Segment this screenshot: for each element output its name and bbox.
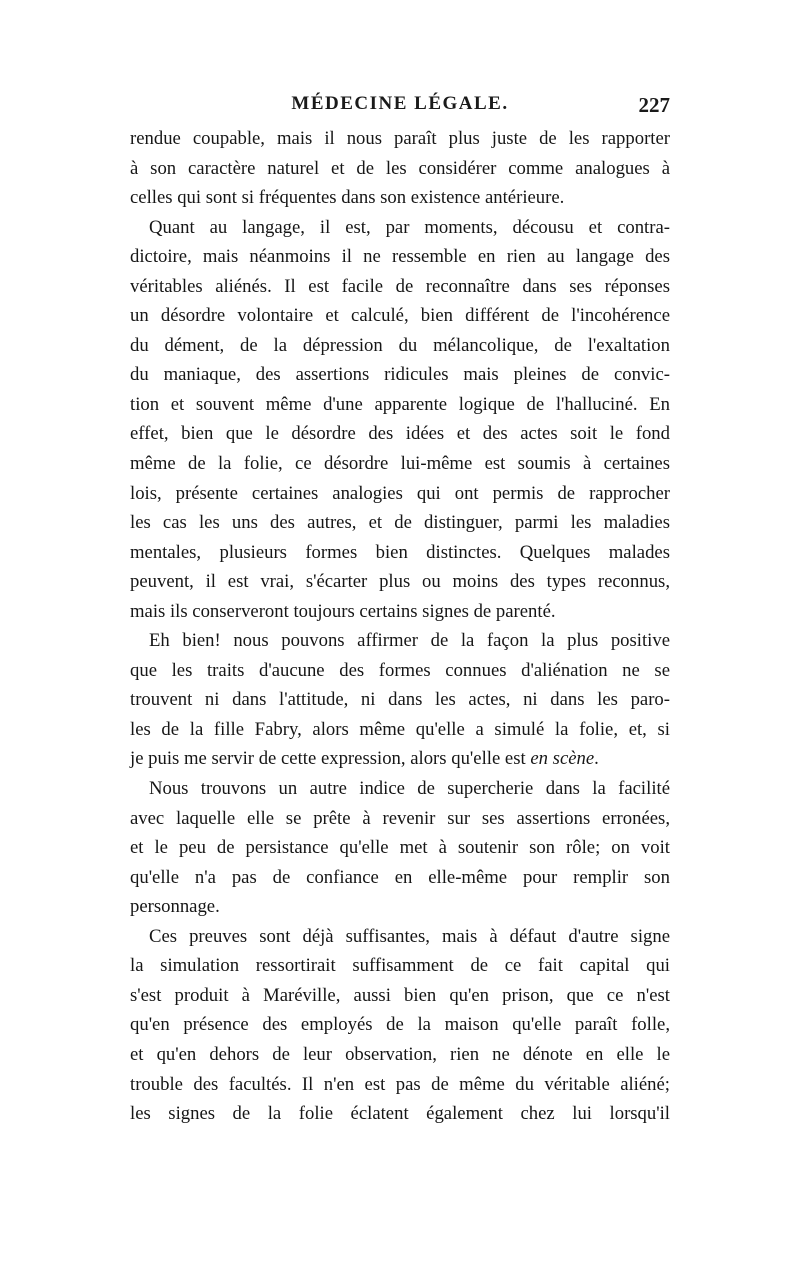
text-line: dictoire, mais néanmoins il ne ressemble en rien au langage des xyxy=(130,246,670,268)
paragraph xyxy=(130,626,670,774)
text-line: mentales, plusieurs formes bien distinctes. Quelques malades xyxy=(130,541,670,563)
text-line: un désordre volontaire et calculé, bien différent de l'incohérence xyxy=(130,305,670,327)
text-line: rendue coupable, mais il nous paraît plus juste de les rapporter xyxy=(130,128,670,149)
paragraph xyxy=(130,774,670,922)
page-number: 227 xyxy=(638,93,670,117)
text-line: la simulation ressortirait suffisamment de ce fait capital qui xyxy=(130,955,670,977)
text-segment: . xyxy=(594,748,599,770)
text-line: du dément, de la dépression du mélancolique, de l'exaltation xyxy=(130,334,670,356)
text-line: Quant au langage, il est, par moments, décousu et contra- xyxy=(149,216,670,238)
paragraph xyxy=(130,124,670,213)
text-line: tion et souvent même d'une apparente logique de l'halluciné. En xyxy=(130,393,670,415)
text-line: trouble des facultés. Il n'en est pas de même du véritable aliéné; xyxy=(130,1073,670,1095)
text-line: Eh bien! nous pouvons affirmer de la façon la plus positive xyxy=(149,630,670,652)
text-line: même de la folie, ce désordre lui-même est soumis à certaines xyxy=(130,453,670,475)
text-line: qu'en présence des employés de la maison qu'elle paraît folle, xyxy=(130,1014,670,1036)
text-line: les de la fille Fabry, alors même qu'elle a simulé la folie, et, si xyxy=(130,718,670,740)
running-head: MÉDECINE LÉGALE. xyxy=(291,93,509,114)
text-line: personnage. xyxy=(130,896,220,918)
text-segment: je puis me servir de cette expression, alors qu'elle est xyxy=(130,748,531,770)
text-line: que les traits d'aucune des formes connues d'aliénation ne se xyxy=(130,659,670,681)
paragraph xyxy=(130,213,670,627)
text-line: qu'elle n'a pas de confiance en elle-même pour remplir son xyxy=(130,866,670,888)
text-line: Ces preuves sont déjà suffisantes, mais à défaut d'autre signe xyxy=(149,925,670,947)
text-line: peuvent, il est vrai, s'écarter plus ou moins des types reconnus, xyxy=(130,571,670,593)
text-line: véritables aliénés. Il est facile de reconnaître dans ses réponses xyxy=(130,275,670,297)
body-text xyxy=(130,124,670,1129)
text-line: s'est produit à Maréville, aussi bien qu'en prison, que ce n'est xyxy=(130,984,670,1006)
text-line: effet, bien que le désordre des idées et des actes soit le fond xyxy=(130,423,670,445)
text-line: les cas les uns des autres, et de distinguer, parmi les maladies xyxy=(130,512,670,534)
text-line: et qu'en dehors de leur observation, rien ne dénote en elle le xyxy=(130,1043,670,1065)
text-line: les signes de la folie éclatent également chez lui lorsqu'il xyxy=(130,1103,670,1125)
text-line: celles qui sont si fréquentes dans son existence antérieure. xyxy=(130,187,565,209)
italic-text: en scène xyxy=(530,748,595,770)
text-line: du maniaque, des assertions ridicules mais pleines de convic- xyxy=(130,364,670,386)
text-line: à son caractère naturel et de les considérer comme analogues à xyxy=(130,157,670,179)
text-line: avec laquelle elle se prête à revenir sur ses assertions erronées, xyxy=(130,807,670,829)
text-line: et le peu de persistance qu'elle met à soutenir son rôle; on voit xyxy=(130,837,670,859)
text-line xyxy=(130,744,670,774)
text-line: Nous trouvons un autre indice de supercherie dans la facilité xyxy=(149,778,670,800)
page-header xyxy=(130,93,670,123)
text-line: lois, présente certaines analogies qui ont permis de rapprocher xyxy=(130,482,670,504)
text-line: trouvent ni dans l'attitude, ni dans les actes, ni dans les paro- xyxy=(130,689,670,711)
text-line: mais ils conserveront toujours certains signes de parenté. xyxy=(130,600,556,622)
paragraph xyxy=(130,922,670,1129)
